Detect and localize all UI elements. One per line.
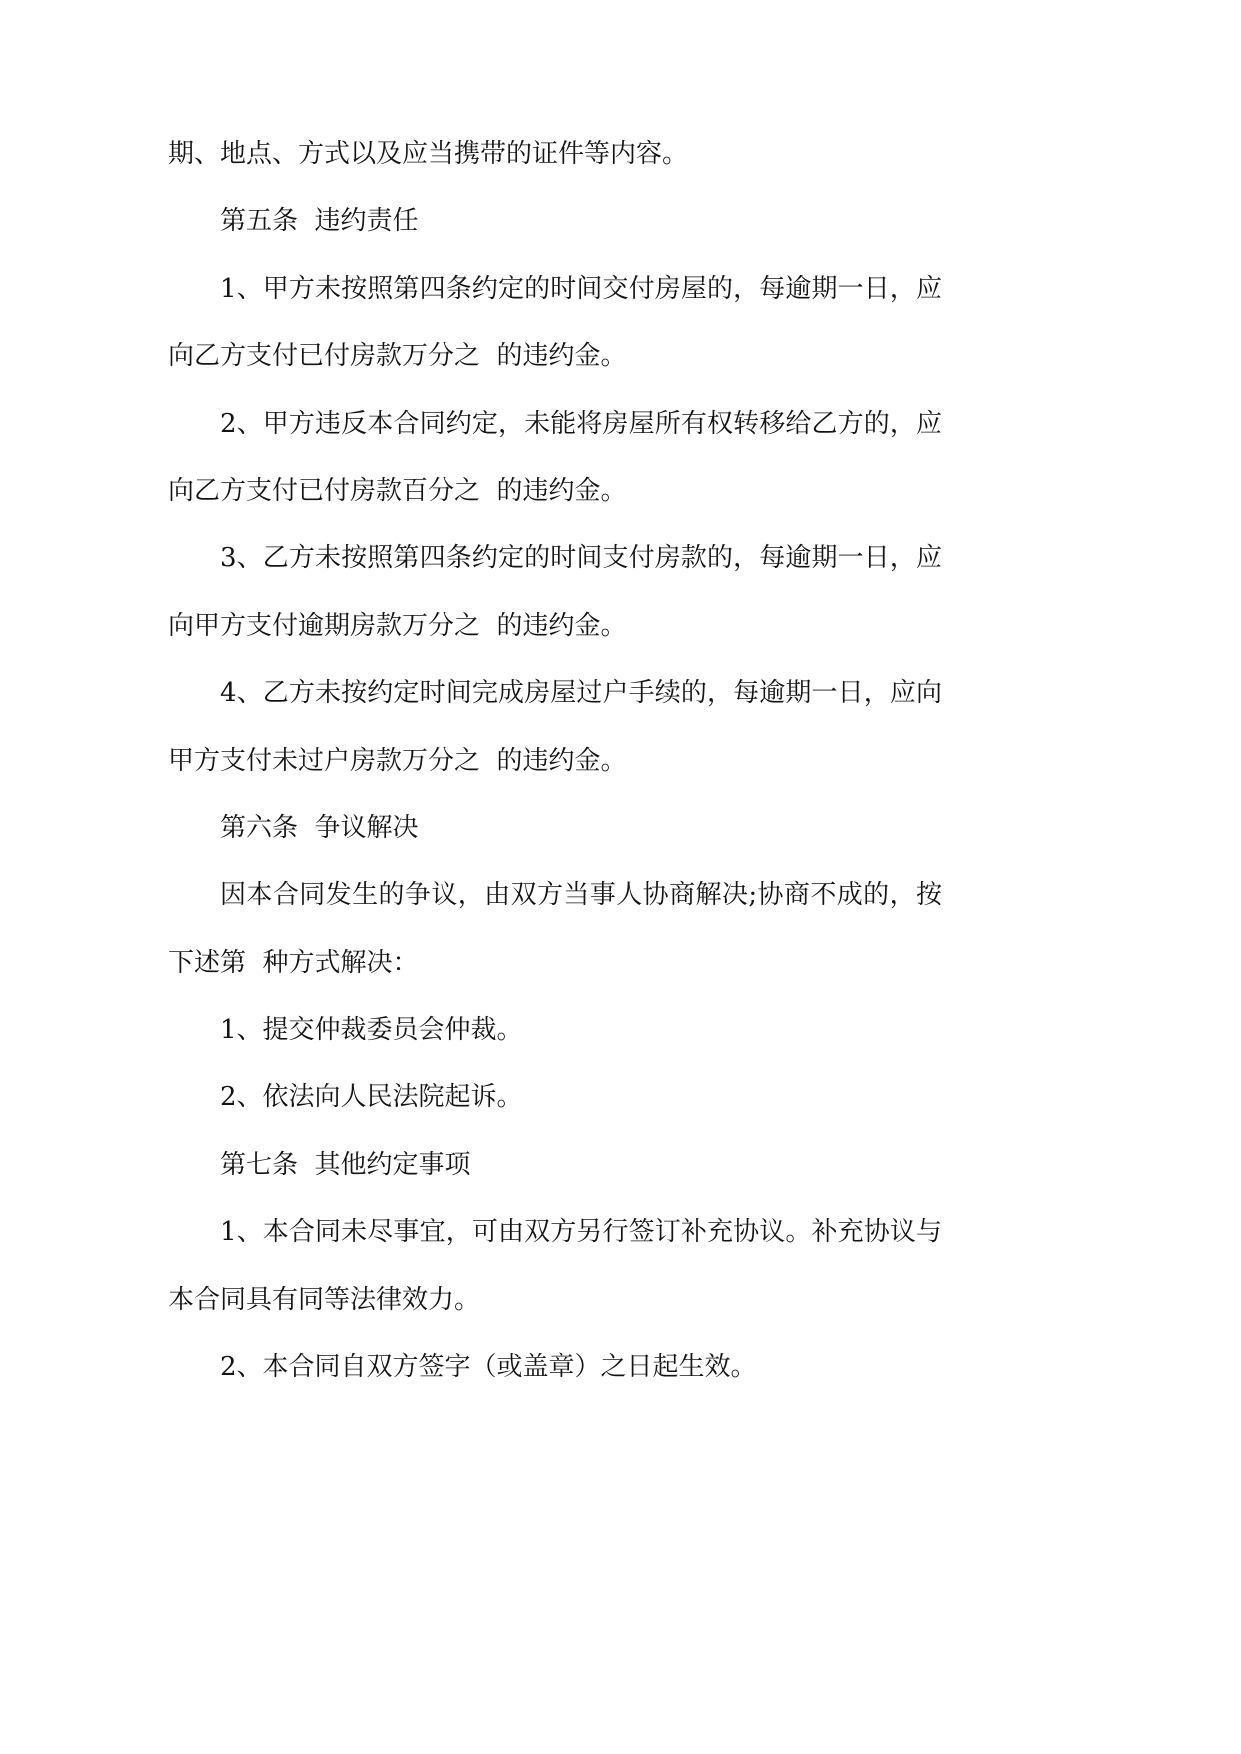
article-7-clause-2-line-1: 2、本合同自双方签字（或盖章）之日起生效。 (220, 1352, 757, 1383)
article-5-clause-4-line-1: 4、乙方未按约定时间完成房屋过户手续的，每逾期一日，应向 (220, 678, 942, 709)
article-6-clause-1-line-1: 因本合同发生的争议，由双方当事人协商解决;协商不成的，按 (220, 880, 942, 911)
article-7-clause-1-line-1: 1、本合同未尽事宜，可由双方另行签订补充协议。补充协议与 (220, 1217, 942, 1248)
article-7-heading: 第七条 其他约定事项 (220, 1149, 471, 1180)
continuation-line: 期、地点、方式以及应当携带的证件等内容。 (168, 139, 689, 169)
article-6-clause-1-line-2: 下述第 种方式解决： (168, 947, 419, 978)
article-5-clause-3-line-1: 3、乙方未按照第四条约定的时间支付房款的，每逾期一日，应 (220, 543, 942, 574)
article-5-clause-2-line-2: 向乙方支付已付房款百分之 的违约金。 (168, 475, 627, 506)
article-6-clause-2-line-1: 1、提交仲裁委员会仲裁。 (220, 1015, 523, 1046)
article-5-clause-2-line-1: 2、甲方违反本合同约定，未能将房屋所有权转移给乙方的，应 (220, 408, 942, 439)
document-body (168, 121, 942, 1401)
article-5-heading: 第五条 违约责任 (220, 206, 419, 237)
article-5-clause-1-line-2: 向乙方支付已付房款万分之 的违约金。 (168, 341, 627, 372)
article-5-clause-1-line-1: 1、甲方未按照第四条约定的时间交付房屋的，每逾期一日，应 (220, 273, 942, 304)
article-7-clause-1-line-2: 本合同具有同等法律效力。 (168, 1284, 481, 1315)
article-5-clause-3-line-2: 向甲方支付逾期房款万分之 的违约金。 (168, 610, 627, 641)
article-5-clause-4-line-2: 甲方支付未过户房款万分之 的违约金。 (168, 745, 627, 776)
article-6-clause-3-line-1: 2、依法向人民法院起诉。 (220, 1082, 523, 1113)
article-6-heading: 第六条 争议解决 (220, 812, 419, 843)
